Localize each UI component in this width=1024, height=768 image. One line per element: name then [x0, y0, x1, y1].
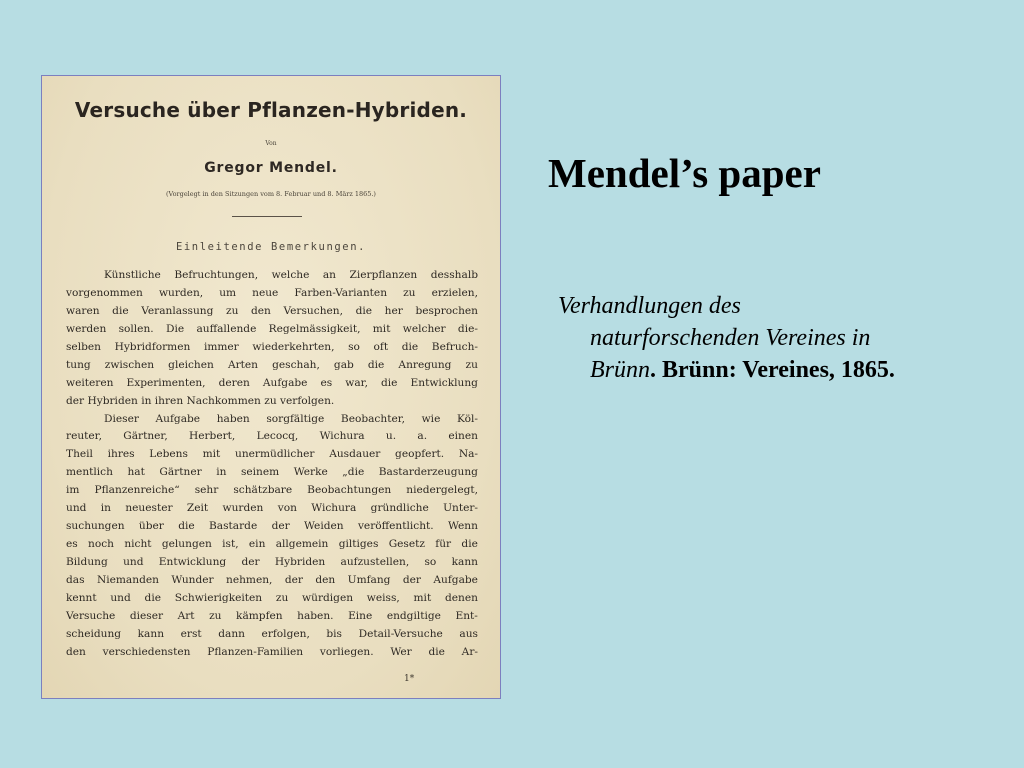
paper-dates: (Vorgelegt in den Sitzungen vom 8. Februar und 8. März 1865.) [166, 190, 376, 198]
citation-journal-place: Brünn [590, 357, 650, 383]
paper-text-line: Bildung und Entwicklung der Hybriden aufzustellen, so kann [66, 556, 478, 568]
citation-publisher-year: . Brünn: Vereines, 1865. [650, 357, 895, 383]
paper-text-line: waren die Veranlassung zu den Versuchen, die her besprochen [66, 304, 478, 317]
paper-text-line: selben Hybridformen immer wiederkehrten, so oft die Befruch- [66, 340, 478, 353]
paper-text-line: Versuche dieser Art zu kämpfen haben. Eine endgiltige Ent- [66, 609, 478, 622]
paper-text-line: suchungen über die Bastarde der Weiden veröffentlicht. Wenn [66, 520, 478, 533]
paper-text-line: scheidung kann erst dann erfolgen, bis Detail-Versuche aus [66, 627, 478, 640]
scanned-paper-page [41, 75, 501, 699]
paper-text-line: vorgenommen wurden, um neue Farben-Varianten zu erzielen, [66, 286, 478, 299]
paper-text-line: kennt und die Schwierigkeiten zu würdigen weiss, mit denen [66, 591, 478, 604]
paper-divider [232, 216, 302, 217]
paper-text-line: es noch nicht gelungen ist, ein allgemein giltiges Gesetz für die [66, 538, 478, 551]
paper-text-line: werden sollen. Die auffallende Regelmässigkeit, mit welcher die- [66, 322, 478, 335]
paper-title: Versuche über Pflanzen-Hybriden. [74, 98, 468, 122]
paper-text-line: den verschiedensten Pflanzen-Familien vorliegen. Wer die Ar- [66, 645, 478, 658]
paper-section-heading: Einleitende Bemerkungen. [175, 241, 367, 253]
paper-text-line: tung zwischen gleichen Arten geschah, gab die Anregung zu [66, 358, 478, 371]
citation-line-2: naturforschenden Vereines in [590, 325, 871, 351]
paper-signature-mark: 1* [404, 674, 415, 684]
paper-body-text [66, 267, 478, 662]
paper-text-line: Dieser Aufgabe haben sorgfältige Beobachter, wie Köl- [104, 412, 478, 425]
citation [558, 290, 998, 386]
paper-author: Gregor Mendel. [204, 160, 338, 176]
slide-title: Mendel’s paper [548, 150, 821, 196]
paper-text-line: der Hybriden in ihren Nachkommen zu verfolgen. [66, 394, 335, 407]
paper-text-line: Künstliche Befruchtungen, welche an Zierpflanzen desshalb [104, 269, 478, 281]
paper-text-line: weiteren Experimenten, deren Aufgabe es war, die Entwicklung [66, 376, 478, 389]
paper-text-line: mentlich hat Gärtner in seinem Werke „die Bastarderzeugung [66, 466, 478, 479]
paper-text-line: reuter, Gärtner, Herbert, Lecocq, Wichura u. a. einen [66, 430, 478, 443]
paper-text-line: das Niemanden Wunder nehmen, der den Umfang der Aufgabe [66, 573, 478, 586]
paper-text-line: und in neuester Zeit wurden von Wichura gründliche Unter- [66, 502, 478, 515]
paper-text-line: im Pflanzenreiche“ sehr schätzbare Beobachtungen niedergelegt, [66, 484, 478, 497]
citation-line-1: Verhandlungen des [558, 293, 741, 319]
citation-line-3 [558, 354, 998, 386]
paper-text-line: Theil ihres Lebens mit unermüdlicher Ausdauer geopfert. Na- [66, 448, 478, 461]
paper-von: Von [265, 140, 277, 147]
